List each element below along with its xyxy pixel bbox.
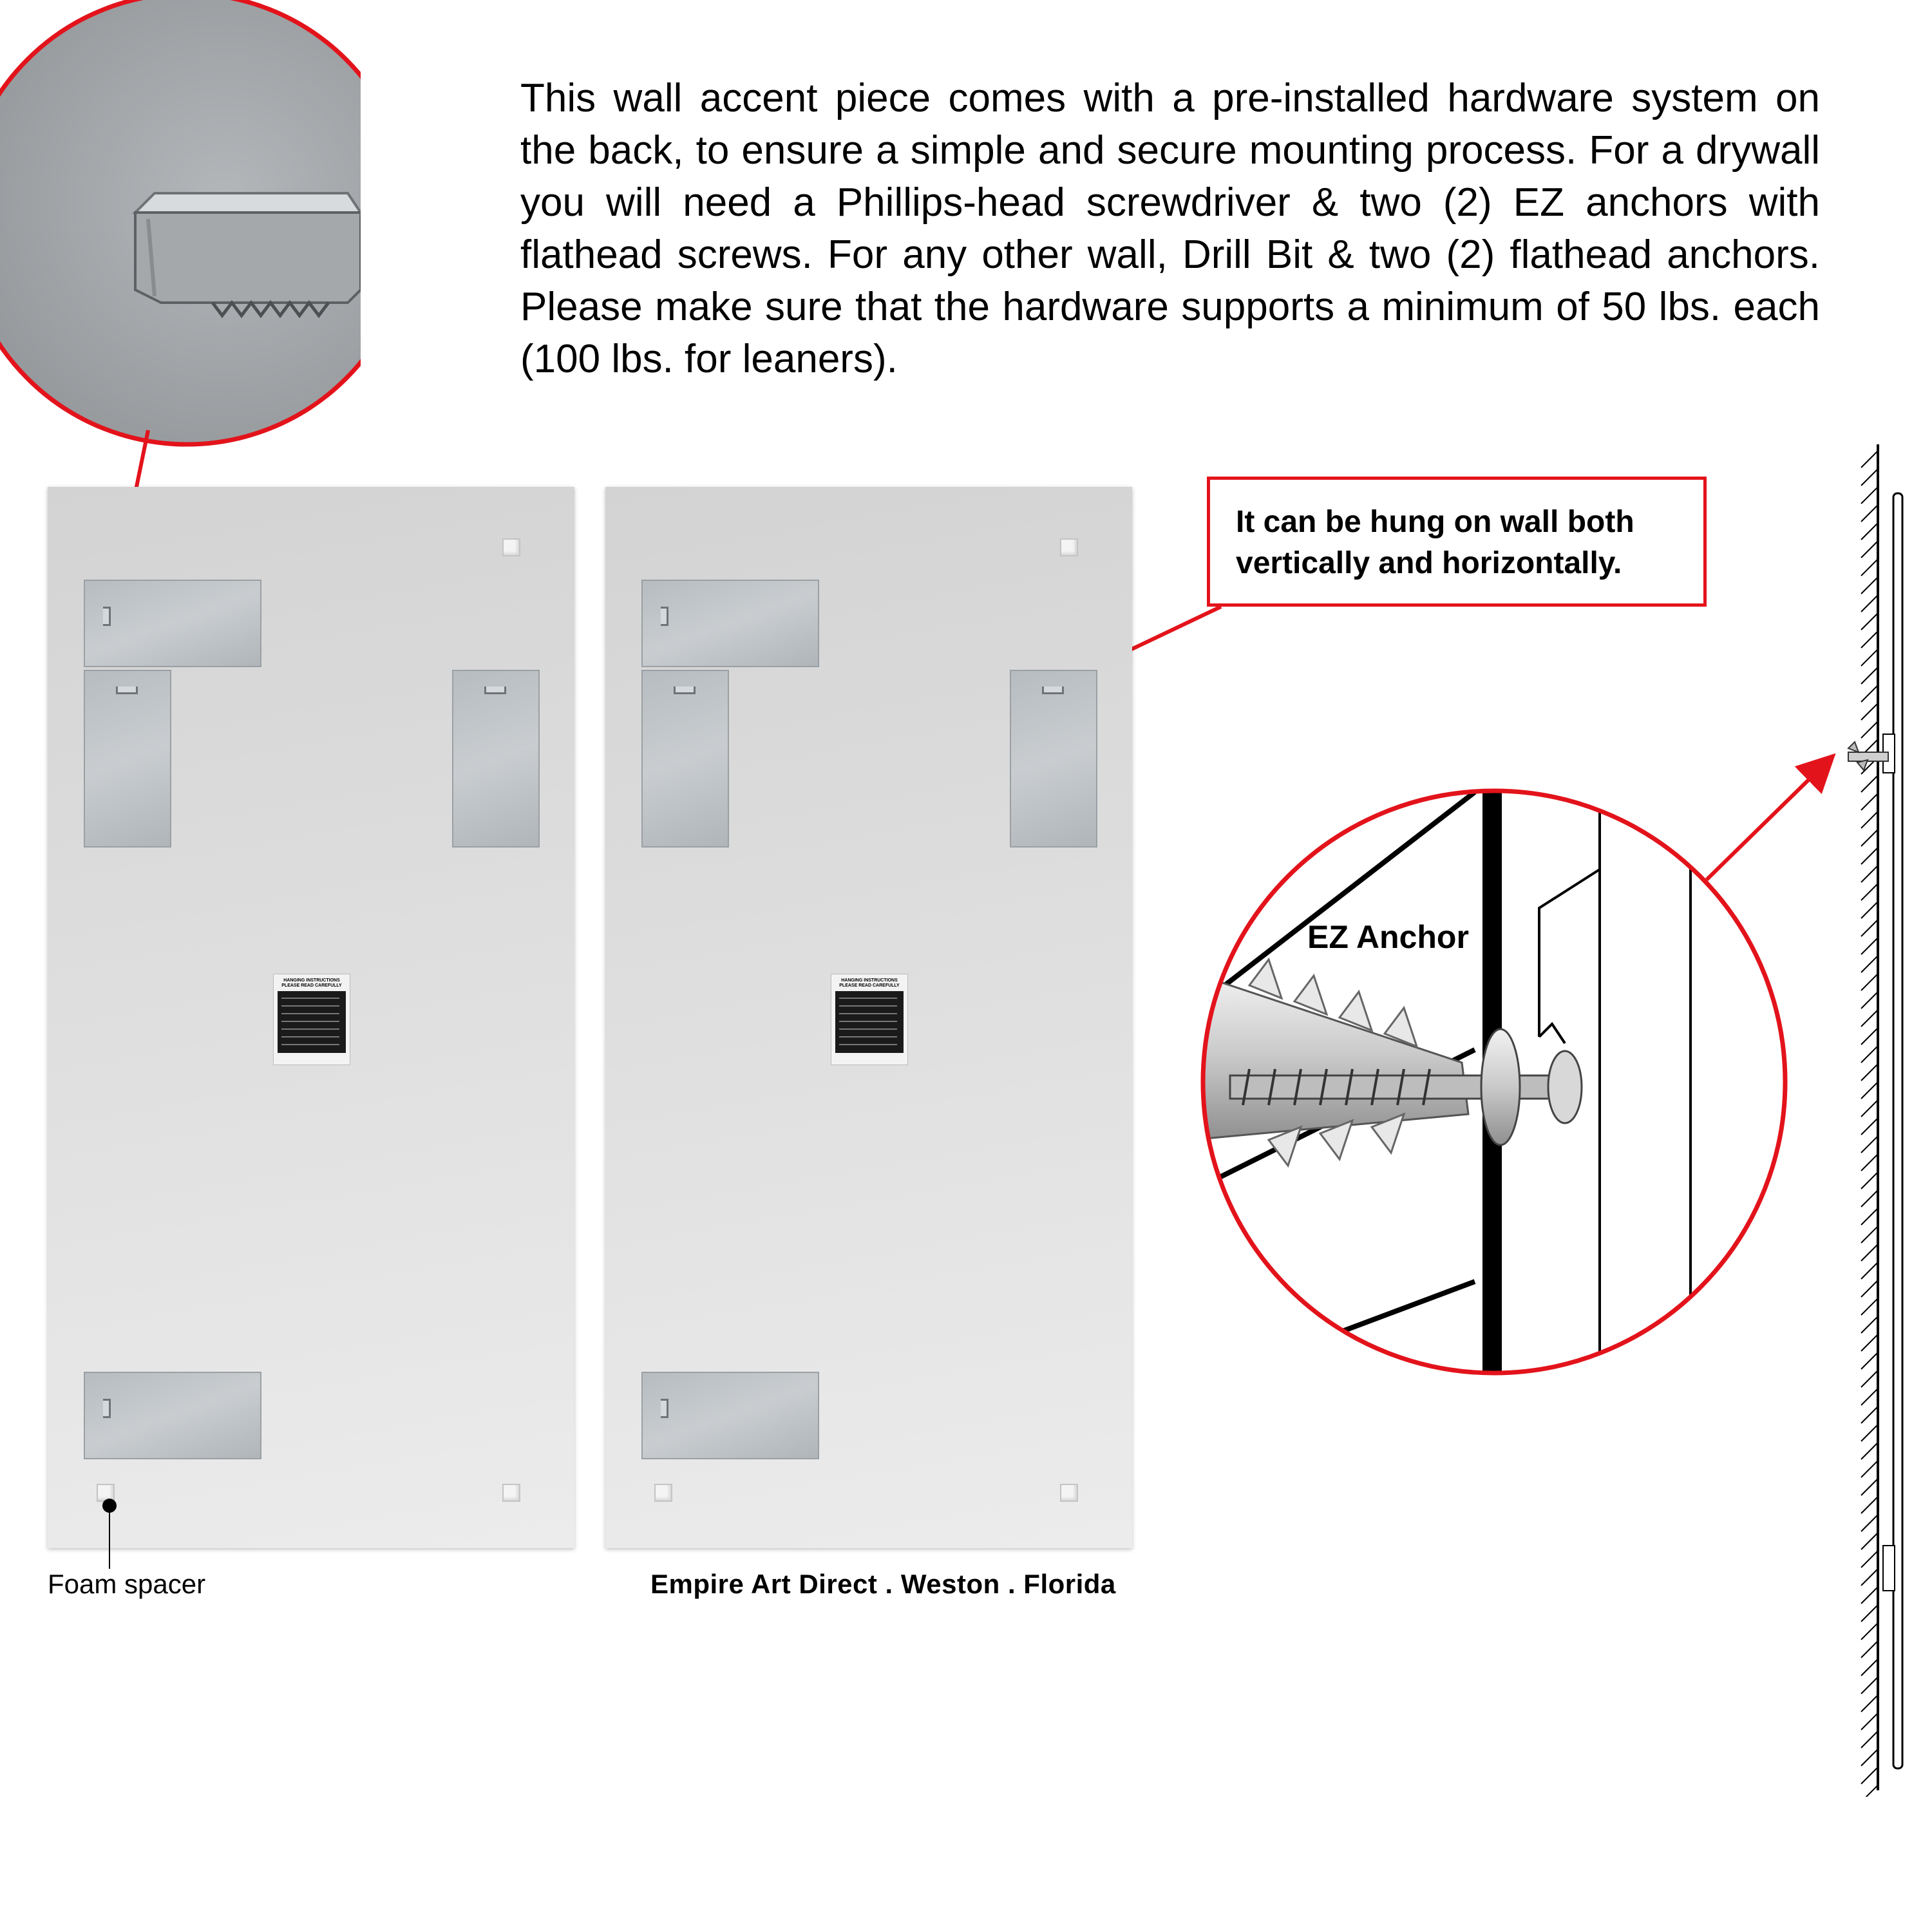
wall-hatch-mark bbox=[1861, 1641, 1878, 1658]
wall-hatch-mark bbox=[1861, 793, 1878, 810]
wall-hatch-mark bbox=[1861, 1749, 1878, 1766]
wall-hatch-mark bbox=[1861, 1370, 1878, 1387]
wall-hatch-mark bbox=[1861, 451, 1878, 468]
wall-hatch-mark bbox=[1861, 1587, 1878, 1604]
wall-side-view bbox=[1829, 444, 1913, 1797]
foam-spacer bbox=[502, 538, 520, 556]
wall-hatch-mark bbox=[1861, 1497, 1878, 1513]
wall-hatch-mark bbox=[1861, 902, 1878, 918]
hanger-plate bbox=[641, 670, 729, 848]
brand-line: Empire Art Direct . Weston . Florida bbox=[650, 1569, 1116, 1599]
wall-hatch-mark bbox=[1861, 523, 1878, 540]
wall-hatch-mark bbox=[1861, 848, 1878, 864]
wall-hatch-mark bbox=[1861, 1136, 1878, 1153]
wall-hatch-mark bbox=[1861, 1731, 1878, 1748]
sawtooth-hook bbox=[661, 607, 668, 626]
wall-hatch-mark bbox=[1861, 1533, 1878, 1549]
sawtooth-hook bbox=[103, 1399, 111, 1418]
wall-hatch-mark bbox=[1861, 920, 1878, 936]
wall-hatch-mark bbox=[1861, 1425, 1878, 1441]
wall-hatch-mark bbox=[1861, 1100, 1878, 1117]
wall-hatch-mark bbox=[1861, 866, 1878, 882]
wall-hatch-mark bbox=[1861, 577, 1878, 594]
hanger-plate bbox=[452, 670, 540, 848]
wall-hatch-mark bbox=[1861, 1172, 1878, 1189]
sawtooth-hook bbox=[116, 687, 138, 694]
wall-hatch-mark bbox=[1861, 1262, 1878, 1279]
wall-hatch-mark bbox=[1861, 1352, 1878, 1369]
wall-hatch-mark bbox=[1861, 667, 1878, 684]
sawtooth-hook bbox=[484, 687, 506, 694]
foam-spacer bbox=[1060, 1484, 1078, 1502]
back-panel-left bbox=[48, 487, 574, 1548]
wall-hatch-mark bbox=[1861, 613, 1878, 630]
wall-hatch-mark bbox=[1861, 721, 1878, 738]
wall-hatch-mark bbox=[1861, 1064, 1878, 1081]
wall-hatch-mark bbox=[1861, 1406, 1878, 1423]
wall-hatch-mark bbox=[1861, 1515, 1878, 1531]
foam-spacer-label: Foam spacer bbox=[48, 1569, 206, 1599]
hanging-instructions-label: HANGING INSTRUCTIONS PLEASE READ CAREFULLY bbox=[273, 974, 350, 1065]
hanger-plate bbox=[84, 670, 171, 848]
wall-hatch-mark bbox=[1861, 1010, 1878, 1027]
wall-hatch-mark bbox=[1861, 1244, 1878, 1261]
wall-hatch-mark bbox=[1861, 974, 1878, 990]
wall-hatch-mark bbox=[1861, 469, 1878, 486]
wall-hatch-mark bbox=[1861, 811, 1878, 828]
hanging-instructions-label: HANGING INSTRUCTIONS PLEASE READ CAREFULLY bbox=[831, 974, 908, 1065]
wall-hatch-mark bbox=[1861, 649, 1878, 666]
wall-hatch-mark bbox=[1861, 1695, 1878, 1712]
foam-spacer-pointer bbox=[97, 1494, 122, 1571]
wall-hatch-mark bbox=[1861, 505, 1878, 522]
wall-hatch-mark bbox=[1861, 884, 1878, 900]
wall-hatch-mark bbox=[1861, 1623, 1878, 1640]
wall-hatch-mark bbox=[1861, 1208, 1878, 1225]
wall-hatch-mark bbox=[1861, 775, 1878, 792]
ez-anchor-label: EZ Anchor bbox=[1307, 919, 1469, 955]
wall-hatch-mark bbox=[1861, 1443, 1878, 1459]
ez-anchor-detail-circle bbox=[1191, 779, 1797, 1385]
wall-hatch-mark bbox=[1861, 685, 1878, 702]
foam-spacer bbox=[502, 1484, 520, 1502]
wall-hatch-mark bbox=[1861, 1190, 1878, 1207]
wall-hatch-mark bbox=[1861, 1461, 1878, 1477]
wall-hatch-mark bbox=[1861, 1388, 1878, 1405]
wall-hatch-mark bbox=[1861, 829, 1878, 846]
sawtooth-hook bbox=[674, 687, 696, 694]
spacer-profile bbox=[1883, 1546, 1895, 1591]
wall-hatch-mark bbox=[1861, 703, 1878, 720]
intro-paragraph: This wall accent piece comes with a pre-installed hardware system on the back, to ensure a simple and secure mounting process. For a drywall you will need a Phillips-head screwdriver & two (2) EZ anchors with flathead screws. For any other wall, Drill Bit & two (2) flathead anchors. Please make sure that the hardware supports a minimum of 50 lbs. each (100 lbs. for leaners). bbox=[520, 76, 1820, 381]
wall-hatch-mark bbox=[1861, 1551, 1878, 1567]
foam-spacer bbox=[1060, 538, 1078, 556]
wall-hatch-mark bbox=[1861, 595, 1878, 612]
wall-hatch-mark bbox=[1861, 1785, 1878, 1797]
wall-hatch-mark bbox=[1861, 1659, 1878, 1676]
wall-hatch-mark bbox=[1861, 1767, 1878, 1784]
wall-hatch-mark bbox=[1861, 1046, 1878, 1063]
wall-hatch-mark bbox=[1861, 1280, 1878, 1297]
wall-hatch-mark bbox=[1861, 1713, 1878, 1730]
callout-text: It can be hung on wall both vertically and horizontally. bbox=[1236, 505, 1634, 580]
wall-hatch-mark bbox=[1861, 541, 1878, 558]
wall-hatch-mark bbox=[1861, 1569, 1878, 1586]
sawtooth-hook bbox=[661, 1399, 668, 1418]
wall-hatch-mark bbox=[1861, 559, 1878, 576]
wall-hatch-mark bbox=[1861, 487, 1878, 504]
wall-hatch-mark bbox=[1861, 1226, 1878, 1243]
wall-hatch-mark bbox=[1861, 1677, 1878, 1694]
wall-hatch-mark bbox=[1861, 1028, 1878, 1045]
sawtooth-hook bbox=[103, 607, 111, 626]
wall-hatch-mark bbox=[1861, 1298, 1878, 1315]
hanger-plate bbox=[1010, 670, 1097, 848]
wall-hatch-mark bbox=[1861, 1154, 1878, 1171]
sawtooth-hook bbox=[1042, 687, 1064, 694]
screw-icon bbox=[1848, 742, 1888, 770]
wall-hatch-mark bbox=[1861, 938, 1878, 954]
wall-hatch-mark bbox=[1861, 1118, 1878, 1135]
wall-hatch-mark bbox=[1861, 1316, 1878, 1333]
wall-hatch-mark bbox=[1861, 992, 1878, 1009]
back-panel-right bbox=[605, 487, 1132, 1548]
orientation-callout bbox=[1207, 477, 1707, 607]
wall-hatch-mark bbox=[1861, 1082, 1878, 1099]
wall-hatch-mark bbox=[1861, 1605, 1878, 1622]
wall-hatch-mark bbox=[1861, 1334, 1878, 1351]
wall-hatch-mark bbox=[1861, 956, 1878, 972]
foam-spacer bbox=[654, 1484, 672, 1502]
wall-hatch-mark bbox=[1861, 1479, 1878, 1495]
wall-hatch-mark bbox=[1861, 631, 1878, 648]
